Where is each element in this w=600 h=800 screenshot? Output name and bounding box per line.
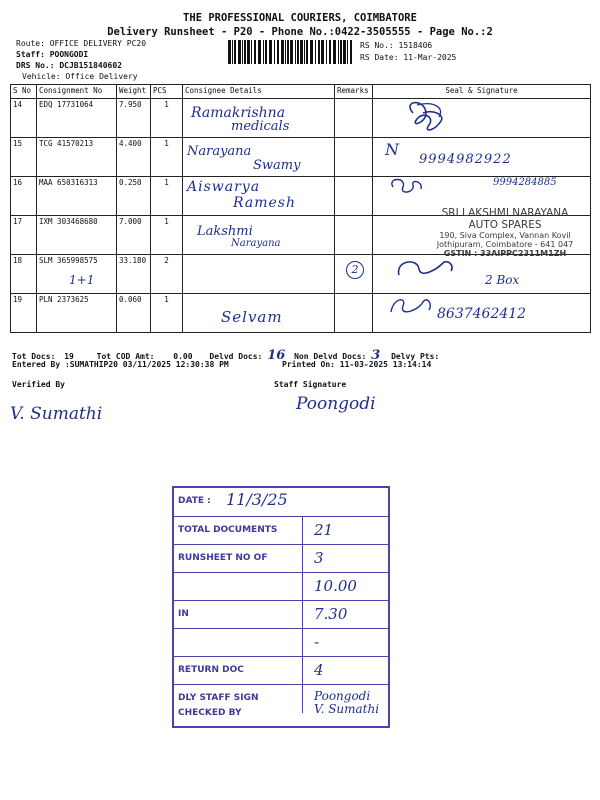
consignee-name: Ramakrishna [191,105,286,121]
barcode-bar [306,40,308,64]
stamp-row-value: Poongodi [314,689,371,703]
consignment-cell: EDQ 17731064 [37,99,117,138]
stamp-date-label: DATE : [178,496,211,506]
barcode-bar [295,40,296,64]
company-title: THE PROFESSIONAL COURIERS, COIMBATORE [183,12,417,24]
pcs-cell: 1 [151,294,183,333]
consignee-name-2: Swamy [253,158,301,173]
consignee-name: Lakshmi [197,224,253,239]
remarks-cell [335,255,373,294]
barcode-bar [350,40,352,64]
consignee-cell [183,99,335,138]
barcode-bar [228,40,231,64]
barcode-bar [321,40,324,64]
cod-label: Tot COD Amt: [96,352,155,361]
barcode-bar [285,40,286,64]
barcode-bar [338,40,339,64]
barcode-bar [254,40,256,64]
signature-cell [373,255,591,294]
route-text: Route: OFFICE DELIVERY PC20 [16,39,147,48]
stamp-row-label: RUNSHEET NO OF [178,553,268,563]
table-header-row [11,85,591,99]
stamp-row-value: 3 [314,549,324,567]
remarks-circle: 2 [346,261,364,279]
consignment-cell: MAA 650316313 [37,177,117,216]
phone-number: 9994284885 [493,177,557,188]
shop-address-1: 190, Siva Complex, Vannan Kovil [439,231,571,240]
barcode-bar [281,40,284,64]
remarks-cell [335,99,373,138]
consignee-name: Narayana [187,144,252,159]
signature-cell [373,138,591,177]
barcode-bar [329,40,331,64]
consignee-cell [183,177,335,216]
stamp-divider [302,545,303,573]
consignment-number: SLM 365998575 [39,256,98,265]
consignee-cell [183,255,335,294]
consignee-name: Aiswarya [187,179,261,195]
consignee-cell [183,216,335,255]
weight-cell: 33.180 [117,255,151,294]
barcode-bar [347,40,348,64]
stamp-row [174,544,388,573]
barcode-bar [300,40,303,64]
signature-scribble [373,99,591,137]
consignee-cell [183,294,335,333]
table-row [11,255,591,294]
vehicle-text: Vehicle: Office Delivery [22,72,138,81]
pcs-cell: 2 [151,255,183,294]
consignee-name-2: Narayana [231,238,281,249]
stamp-row-value: - [314,633,320,651]
barcode-bar [242,40,243,64]
remarks-cell [335,138,373,177]
consignment-cell [37,255,117,294]
weight-cell: 4.400 [117,138,151,177]
shop-stamp [416,207,594,258]
drs-number: DRS No.: DCJB151840602 [16,61,122,70]
barcode-bar [244,40,246,64]
col-sno: S No [11,85,37,99]
staff-signature: Poongodi [296,394,376,414]
table-row [11,294,591,333]
barcode-bar [238,40,241,64]
table-row [11,99,591,138]
weight-cell: 7.950 [117,99,151,138]
barcode-bar [310,40,313,64]
shop-name: SRI LAKSHMI NARAYANA [441,207,569,219]
stamp-row [174,656,388,685]
entered-by: Entered By :SUMATHIP20 03/11/2025 12:30:38 PM [12,360,229,369]
shop-subname: AUTO SPARES [468,219,542,231]
delvd-value: 16 [267,348,286,363]
barcode-bar [304,40,305,64]
table-row [11,138,591,177]
stamp-row-label: IN [178,609,189,619]
phone-number: 9994982922 [419,152,512,167]
col-seal-signature: Seal & Signature [373,85,591,99]
sno-cell: 18 [11,255,37,294]
weight-cell: 7.000 [117,216,151,255]
weight-cell: 0.250 [117,177,151,216]
col-weight: Weight [117,85,151,99]
non-delvd-label: Non Delvd Docs: [294,352,367,361]
stamp-date-value: 11/3/25 [226,490,288,509]
stamp-row [174,572,388,601]
stamp-row-label: CHECKED BY [178,708,242,718]
barcode-bar [265,40,267,64]
barcode-bar [274,40,275,64]
consignee-name-2: Ramesh [233,195,296,211]
printed-on: Printed On: 11-03-2025 13:14:14 [282,360,432,369]
barcode-bar [232,40,233,64]
sno-cell: 17 [11,216,37,255]
stamp-divider [302,573,303,601]
col-pcs: PCS [151,85,183,99]
cod-value: 0.00 [173,352,193,361]
sno-cell: 15 [11,138,37,177]
box-count: 2 Box [485,273,520,287]
shop-address-2: Jothipuram, Coimbatore - 641 047 [436,240,574,249]
pcs-cell: 1 [151,216,183,255]
stamp-row [174,628,388,657]
barcode-bar [326,40,327,64]
shop-gstin: GSTIN : 33AIPPC2311M1ZH [443,249,567,258]
barcode-bar [297,40,299,64]
barcode-bar [340,40,342,64]
stamp-row-value: 4 [314,661,324,679]
delvy-pts-label: Delvy Pts: [391,352,440,361]
stamp-divider [302,629,303,657]
pieces-note: 1+1 [69,273,95,287]
tot-docs-value: 19 [64,352,74,361]
stamp-row-value: 7.30 [314,605,348,623]
rs-number: RS No.: 1518406 [360,41,433,50]
staff-signature-label: Staff Signature [274,380,347,389]
stamp-row-value: 10.00 [314,577,357,595]
stamp-row-label: TOTAL DOCUMENTS [178,525,278,535]
stamp-row-value: 21 [314,521,334,539]
stamp-row-label: RETURN DOC [178,665,244,675]
barcode-bar [343,40,346,64]
barcode-bar [315,40,316,64]
tot-docs-label: Tot Docs: [12,352,56,361]
stamp-divider [302,517,303,545]
stamp-row-value: V. Sumathi [314,702,380,716]
barcode [228,40,353,64]
verified-signature: V. Sumathi [10,404,103,424]
barcode-bar [287,40,289,64]
sno-cell: 19 [11,294,37,333]
barcode-bar [277,40,279,64]
signature-scribble [373,255,591,293]
barcode-bar [258,40,261,64]
barcode-bar [333,40,336,64]
stamp-row [174,702,388,726]
rs-date: RS Date: 11-Mar-2025 [360,53,457,62]
barcode-bar [251,40,252,64]
barcode-bar [247,40,250,64]
consignment-cell: IXM 303468680 [37,216,117,255]
remarks-cell [335,294,373,333]
office-stamp [172,486,390,728]
col-consignee: Consignee Details [183,85,335,99]
stamp-divider [302,657,303,685]
remarks-cell [335,216,373,255]
stamp-row [174,600,388,629]
consignee-cell [183,138,335,177]
sno-cell: 16 [11,177,37,216]
delvd-label: Delvd Docs: [209,352,263,361]
consignment-cell: TCG 41570213 [37,138,117,177]
signature-cell [373,294,591,333]
barcode-bar [290,40,293,64]
signature-cell [373,99,591,138]
barcode-bar [234,40,236,64]
consignee-name-2: medicals [231,119,290,134]
staff-text: Staff: POONGODI [16,50,89,59]
signature-initial: N [385,140,399,159]
weight-cell: 0.060 [117,294,151,333]
sno-cell: 14 [11,99,37,138]
remarks-cell [335,177,373,216]
stamp-row-label: DLY STAFF SIGN [178,693,259,703]
stamp-date-row [174,488,388,516]
stamp-divider [302,685,303,713]
pcs-cell: 1 [151,138,183,177]
pcs-cell: 1 [151,99,183,138]
consignment-cell: PLN 2373625 [37,294,117,333]
signature-scribble [373,177,591,197]
barcode-bar [318,40,320,64]
phone-number: 8637462412 [437,306,527,322]
non-delvd-value: 3 [371,348,381,363]
verified-by-label: Verified By [12,380,65,389]
pcs-cell: 1 [151,177,183,216]
barcode-bar [263,40,264,64]
col-remarks: Remarks [335,85,373,99]
barcode-bar [269,40,272,64]
runsheet-subtitle: Delivery Runsheet - P20 - Phone No.:0422-3505555 - Page No.:2 [107,26,493,38]
stamp-row [174,516,388,545]
stamp-divider [302,601,303,629]
col-consignment: Consignment No [37,85,117,99]
consignee-name: Selvam [221,308,283,326]
